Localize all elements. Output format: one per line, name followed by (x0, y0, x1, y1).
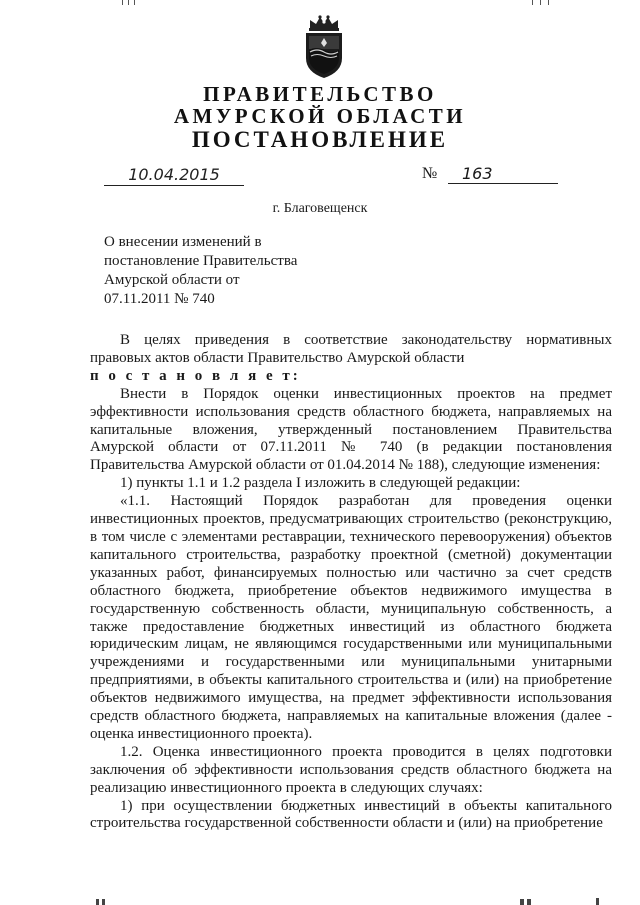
document-date: 10.04.2015 (104, 165, 244, 186)
government-title: ПРАВИТЕЛЬСТВО (203, 82, 437, 106)
coat-of-arms-icon (296, 14, 352, 80)
scan-edge-marks (0, 0, 640, 6)
amendment-paragraph: Внести в Порядок оценки инвестиционных проектов на предмет эффективности использования средств областного бюджета, направляемых на капитальные вложения, утвержденный постановлением Правительства Амурской области от 07.11.2011 № 740 (в редакции постановления Правительства Амурской области от 01.04.2014 № 188), следующие изменения: (90, 385, 612, 474)
subject-line: 07.11.2011 № 740 (104, 291, 215, 307)
document-type-title: ПОСТАНОВЛЕНИЕ (191, 127, 449, 152)
document-body (90, 332, 612, 833)
subject-line: постановление Правительства (104, 253, 298, 269)
region-title: АМУРСКОЙ ОБЛАСТИ (173, 104, 467, 128)
number-label: № (422, 165, 438, 182)
clause-1-1-paragraph: «1.1. Настоящий Порядок разработан для проведения оценки инвестиционных проектов, предусматривающих строительство (реконструкцию, в том числе с элементами реставрации, технического перевооружения) объектов капитального строительства, разработку проектной (сметной) документации указанных работ, финансируемых полностью или частично за счет средств областного бюджета, приобретение объектов недвижимого имущества в государственную собственность области, муниципальную собственность, а также предоставление бюджетных инвестиций из областного бюджета юридическим лицам, не являющимся государственными или муниципальными учреждениями и государственными или муниципальными унитарными предприятиями, в объекты капитального строительства и (или) на приобретение объектов недвижимого имущества, на предмет эффективности использования средств областного бюджета, направляемых на капитальные вложения (далее - оценка инвестиционного проекта). (90, 493, 612, 742)
subject-line: Амурской области от (104, 272, 240, 288)
subitem-1-paragraph: 1) при осуществлении бюджетных инвестиций в объекты капитального строительства государственной собственности области и (или) на приобретение (90, 797, 612, 832)
subject-block (104, 233, 324, 309)
item-1-paragraph: 1) пункты 1.1 и 1.2 раздела I изложить в следующей редакции: (120, 475, 521, 492)
document-number: 163 (448, 164, 558, 184)
subject-line: О внесении изменений в (104, 234, 262, 250)
resolves-heading: п о с т а н о в л я е т: (90, 367, 301, 384)
preamble-paragraph: В целях приведения в соответствие законодательству нормативных правовых актов области Правительство Амурской области (90, 332, 612, 366)
city-line: г. Благовещенск (272, 201, 368, 216)
scan-footer-marks (0, 895, 640, 905)
clause-1-2-paragraph: 1.2. Оценка инвестиционного проекта проводится в целях подготовки заключения об эффективности использования средств областного бюджета на реализацию инвестиционного проекта в следующих случаях: (90, 743, 612, 796)
